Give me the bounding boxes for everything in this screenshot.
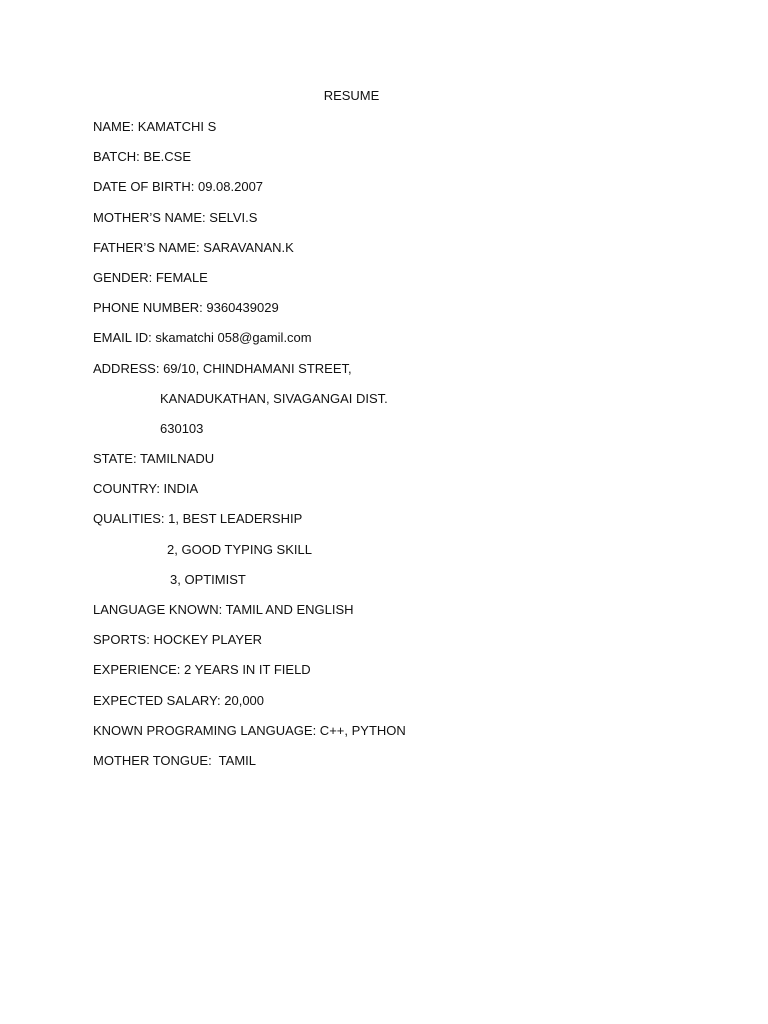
- address-line-3: 630103: [160, 420, 204, 436]
- resume-title: RESUME: [323, 88, 380, 103]
- date-of-birth-line: DATE OF BIRTH: 09.08.2007: [93, 179, 264, 195]
- email-line: EMAIL ID: skamatchi 058@gamil.com: [93, 330, 312, 346]
- expected-salary-line: EXPECTED SALARY: 20,000: [93, 692, 265, 708]
- batch-line: BATCH: BE.CSE: [93, 149, 192, 165]
- experience-line: EXPERIENCE: 2 YEARS IN IT FIELD: [93, 662, 311, 678]
- phone-number-line: PHONE NUMBER: 9360439029: [93, 300, 279, 316]
- name-line: NAME: KAMATCHI S: [93, 119, 217, 134]
- programming-language-line: KNOWN PROGRAMING LANGUAGE: C++, PYTHON: [93, 722, 406, 738]
- qualities-line-1: QUALITIES: 1, BEST LEADERSHIP: [93, 511, 303, 527]
- qualities-line-3: 3, OPTIMIST: [170, 571, 246, 587]
- state-line: STATE: TAMILNADU: [93, 451, 215, 467]
- address-line-1: ADDRESS: 69/10, CHINDHAMANI STREET,: [93, 360, 352, 376]
- address-line-2: KANADUKATHAN, SIVAGANGAI DIST.: [160, 390, 388, 406]
- resume-body: [93, 119, 713, 783]
- language-known-line: LANGUAGE KNOWN: TAMIL AND ENGLISH: [93, 602, 354, 617]
- qualities-line-2: 2, GOOD TYPING SKILL: [167, 541, 312, 557]
- sports-line: SPORTS: HOCKEY PLAYER: [93, 632, 263, 648]
- mothers-name-line: MOTHER’S NAME: SELVI.S: [93, 209, 258, 225]
- fathers-name-line: FATHER’S NAME: SARAVANAN.K: [93, 239, 294, 255]
- country-line: COUNTRY: INDIA: [93, 481, 199, 497]
- mother-tongue-line: MOTHER TONGUE: TAMIL: [93, 752, 257, 768]
- gender-line: GENDER: FEMALE: [93, 269, 208, 285]
